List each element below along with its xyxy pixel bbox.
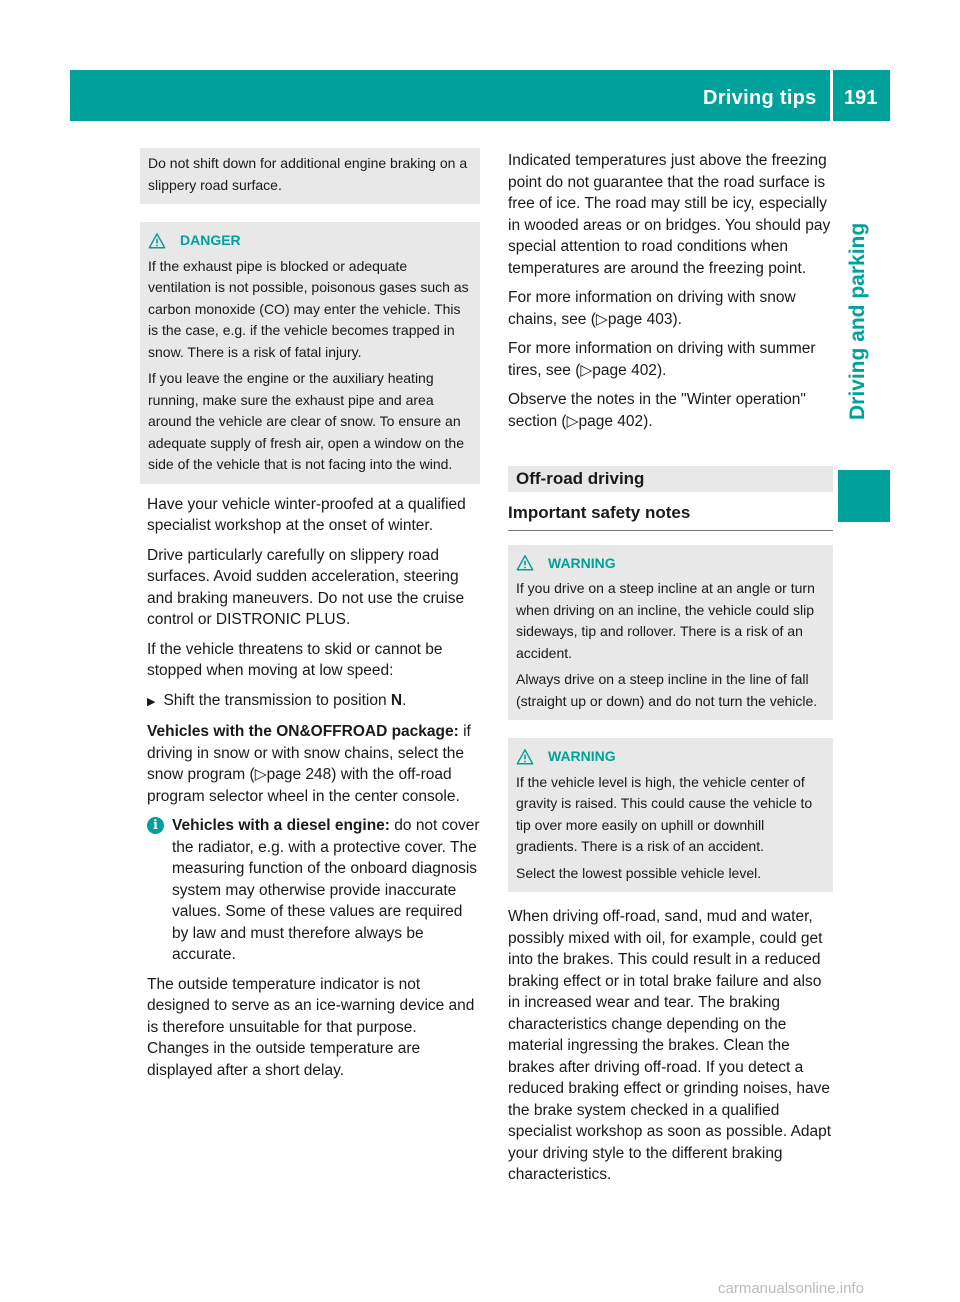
summer-tires-text-b: ). [656,361,667,379]
page-ref-link[interactable]: page 402 [578,412,644,430]
page-ref-link[interactable]: page 403 [607,310,673,328]
snow-chains-text-b: ). [672,310,682,328]
step-arrow-icon: ▶ [147,695,156,708]
watermark: carmanualsonline.info [718,1280,864,1297]
warning-triangle-icon [516,554,534,572]
right-column [508,150,833,1194]
section-heading: Off-road driving [508,466,833,492]
ref-arrow-icon: ▷ [566,412,579,430]
onoffroad-text-1: if driving in snow or with snow chains, select the snow program ( [147,723,471,783]
warning-heading [516,746,826,768]
warning-text-1: If the vehicle level is high, the vehicle center of gravity is raised. This could cause the vehicle to tip over more easily on uphill or downhill gradients. There is a risk of an accident. [516,773,813,854]
page-ref-link[interactable]: page 402 [592,361,657,379]
skid-text: If the vehicle threatens to skid or cannot be stopped when moving at low speed: [147,640,443,679]
warning-text-2: Select the lowest possible vehicle level. [516,864,762,881]
warning-title: WARNING [548,748,616,764]
warning-text-2: Always drive on a steep incline in the line of fall (straight up or down) and do not turn the vehicle. [516,671,818,709]
info-note [147,815,480,966]
danger-text-2: If you leave the engine or the auxiliary heating running, make sure the exhaust pipe and area around the vehicle are clear of snow. To ensure an adequate supply of fresh air, open a window on the side of the vehicle that is not facing into the wind. [148,370,464,472]
drive-carefully-text: Drive particularly carefully on slippery road surfaces. Avoid sudden acceleration, steering and braking maneuvers. Do not use the cruise control or DISTRONIC PLUS. [147,546,465,628]
ref-arrow-icon: ▷ [595,310,608,328]
summer-tires-text-a: For more information on driving with summer tires, see ( [508,340,816,379]
snow-chains-text-a: For more information on driving with snow chains, see ( [508,289,796,328]
onoffroad-paragraph [147,721,480,807]
warning-triangle-icon [148,232,166,250]
info-heading: Vehicles with a diesel engine: [172,817,390,834]
warning-box-1 [508,545,833,721]
page-ref-link[interactable]: page 248 [266,766,332,783]
left-column [147,150,480,1089]
snow-chains-text [508,287,833,330]
warning-heading [516,553,826,575]
danger-box [140,222,480,484]
danger-title: DANGER [180,232,241,248]
onoffroad-text-2: ) with the off-road program selector wheel in the center console. [147,766,460,805]
winter-operation-text-a: Observe the notes in the "Winter operation" section ( [508,391,806,430]
step-end: . [402,691,407,709]
onoffroad-heading: Vehicles with the ON&OFFROAD package: [147,723,459,740]
winter-operation-text-b: ). [643,412,653,430]
info-icon: i [147,817,164,834]
winter-operation-text [508,389,833,432]
winter-proof-text: Have your vehicle winter-proofed at a qualified specialist workshop at the onset of winter. [147,495,466,534]
subheading: Important safety notes [508,502,833,531]
warning-triangle-icon [516,748,534,766]
warning-title: WARNING [548,554,616,571]
step-position: N [390,691,403,709]
indicated-temp-text: Indicated temperatures just above the freezing point do not guarantee that the road surface is free of ice. The road may still be icy, especially in wooded areas or on bridges. You should pay special attention to road conditions when temperatures are around the freezing point. [508,152,831,277]
info-text: do not cover the radiator, e.g. with a protective cover. The measuring function of the onboard diagnosis system may otherwise provide inaccurate values. Some of these values are required by law and must therefore always be accurate. [172,817,480,963]
ref-arrow-icon: ▷ [254,766,267,783]
shift-note: Do not shift down for additional engine braking on a slippery road surface. [148,155,468,193]
step-item [147,690,480,714]
danger-heading [148,230,473,252]
page-number: 191 [844,87,878,109]
step-text: Shift the transmission to position [163,691,387,709]
running-title: Driving tips [703,87,817,109]
danger-text-1: If the exhaust pipe is blocked or adequate ventilation is not possible, poisonous gases such as carbon monoxide (CO) may enter the vehicle. This is the case, e.g. if the vehicle becomes trapped in snow. There is a risk of fatal injury. [148,257,469,360]
offroad-brakes-text: When driving off-road, sand, mud and water, possibly mixed with oil, for example, could get into the brakes. This could result in a reduced braking effect or in total brake failure and also in increased wear and tear. The braking characteristics change depending on the material ingressing the brakes. Clean the brakes after driving off-road. If you detect a reduced braking effect or grinding noises, have the brake system checked in a qualified specialist workshop as soon as possible. Adapt your driving style to the different braking characteristics. [508,908,832,1183]
info-text-block [172,815,480,966]
outside-temp-text: The outside temperature indicator is not designed to serve as an ice-warning device and is therefore unsuitable for that purpose. Changes in the outside temperature are displayed after a short delay. [147,975,475,1079]
summer-tires-text [508,338,833,381]
ref-arrow-icon: ▷ [580,361,593,379]
warning-text-1: If you drive on a steep incline at an angle or turn when driving on an incline, the vehicle could slip sideways, tip and rollover. There is a risk of an accident. [516,580,815,661]
warning-box-2 [508,738,833,892]
note-box [140,148,480,204]
chapter-label: Driving and parking [846,222,869,420]
header-separator [830,70,833,121]
chapter-marker [838,470,890,522]
